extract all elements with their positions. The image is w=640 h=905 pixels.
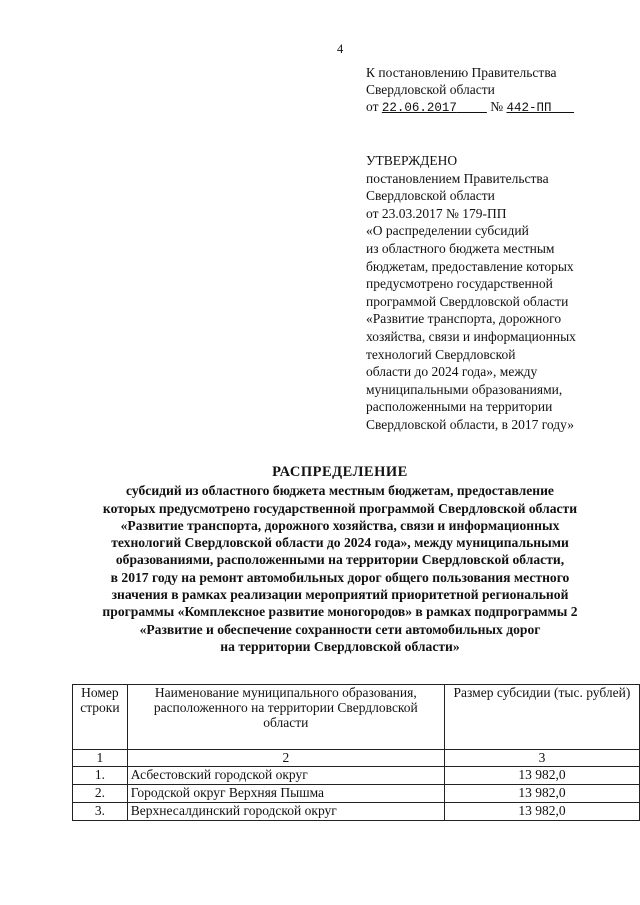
approval-block (366, 152, 616, 434)
heading-line: субсидий из областного бюджета местным бюджетам, предоставление (126, 483, 554, 499)
document-heading (40, 464, 640, 655)
approval-line: муниципальными образованиями, (366, 381, 563, 397)
date-prefix: от (366, 99, 379, 114)
approval-line: программой Свердловской области (366, 293, 569, 309)
approval-line: бюджетам, предоставление которых (366, 258, 574, 274)
header-line-2: Свердловской области (366, 82, 495, 97)
heading-line: которых предусмотрено государственной программой Свердловской области (102, 500, 578, 516)
municipality-name: Асбестовский городской округ (127, 767, 444, 785)
header-date-line (366, 98, 574, 117)
attachment-header (366, 64, 574, 117)
heading-line: на территории Свердловской области» (220, 638, 460, 654)
heading-line: «Развитие и обеспечение сохранности сети автомобильных дорог (139, 621, 541, 637)
subsidy-amount: 13 982,0 (444, 803, 639, 821)
column-number: 2 (127, 750, 444, 767)
heading-line: технологий Свердловской области до 2024 года», между муниципальными (111, 535, 569, 551)
header-line-1: К постановлению Правительства (366, 65, 557, 80)
subsidy-amount: 13 982,0 (444, 767, 639, 785)
approval-line: Свердловской области (366, 188, 495, 204)
approval-line: технологий Свердловской (366, 346, 516, 362)
approval-line: предусмотрено государственной (366, 276, 553, 292)
heading-line: программы «Комплексное развитие моногородов» в рамках подпрограммы 2 (102, 604, 578, 620)
approval-line: «О распределении субсидий (366, 223, 529, 239)
row-number: 1. (73, 767, 128, 785)
decree-number: 442-ПП (506, 101, 552, 115)
approval-line: от 23.03.2017 № 179-ПП (366, 205, 507, 221)
approval-line: хозяйства, связи и информационных (366, 328, 576, 344)
table-header-row (73, 685, 640, 750)
column-number: 1 (73, 750, 128, 767)
column-number: 3 (444, 750, 639, 767)
heading-line: значения в рамках реализации мероприятий приоритетной региональной (111, 587, 569, 603)
municipality-name: Городской округ Верхняя Пышма (127, 785, 444, 803)
column-header-name: Наименование муниципального образования, расположенного на территории Свердловской области (127, 685, 444, 750)
heading-line: образованиями, расположенными на территории Свердловской области, (115, 552, 565, 568)
column-number-row (73, 750, 640, 767)
approval-title: УТВЕРЖДЕНО (366, 153, 458, 168)
table-row (73, 785, 640, 803)
approval-line: области до 2024 года», между (366, 364, 538, 380)
approval-line: расположенными на территории (366, 399, 553, 415)
heading-line: «Развитие транспорта, дорожного хозяйства, связи и информационных (120, 517, 560, 533)
table-row (73, 767, 640, 785)
number-prefix: № (490, 99, 504, 114)
approval-line: Свердловской области, в 2017 году» (366, 416, 574, 432)
subsidy-amount: 13 982,0 (444, 785, 639, 803)
column-header-amount: Размер субсидии (тыс. рублей) (444, 685, 639, 750)
row-number: 2. (73, 785, 128, 803)
row-number: 3. (73, 803, 128, 821)
decree-date: 22.06.2017 (381, 101, 457, 115)
heading-title: РАСПРЕДЕЛЕНИЕ (272, 464, 408, 480)
subsidy-table (72, 684, 640, 821)
approval-line: постановлением Правительства (366, 170, 549, 186)
page-number: 4 (337, 42, 344, 56)
heading-line: в 2017 году на ремонт автомобильных дорог общего пользования местного (110, 569, 570, 585)
approval-line: «Развитие транспорта, дорожного (366, 311, 562, 327)
table-row (73, 803, 640, 821)
column-header-number: Номер строки (73, 685, 128, 750)
municipality-name: Верхнесалдинский городской округ (127, 803, 444, 821)
approval-line: из областного бюджета местным (366, 240, 555, 256)
